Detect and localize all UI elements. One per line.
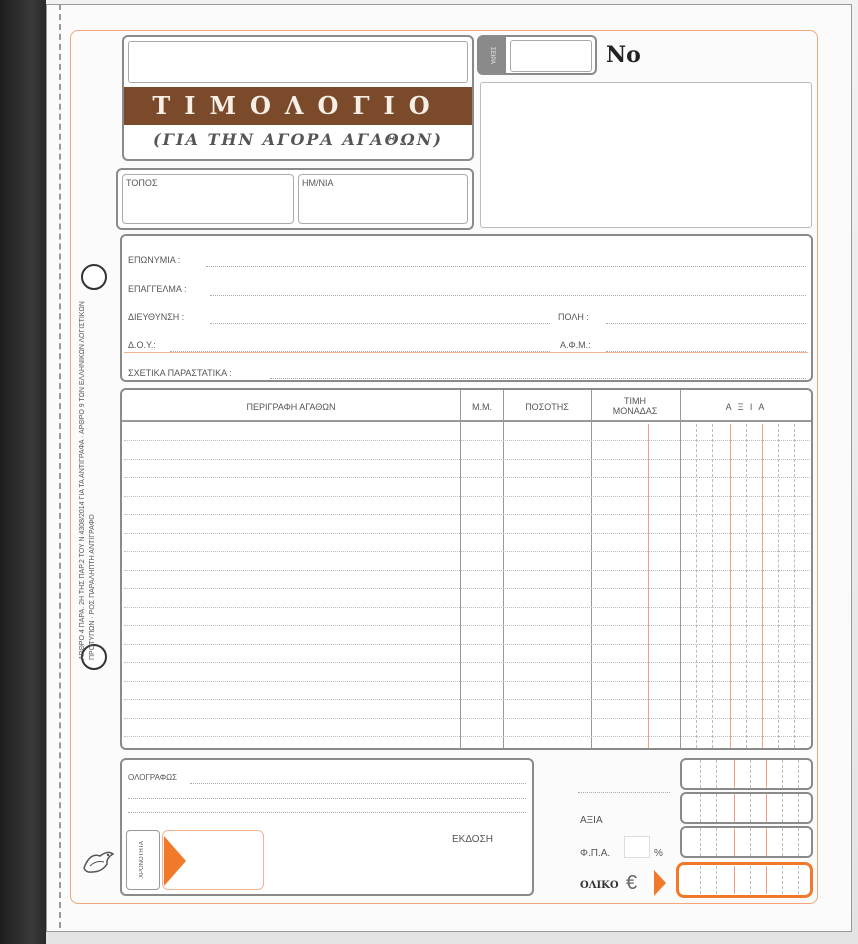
customer-divider bbox=[124, 352, 808, 353]
address-line[interactable] bbox=[210, 323, 550, 324]
total-digit-divider bbox=[750, 794, 751, 822]
table-row[interactable] bbox=[124, 514, 810, 515]
total-digit-divider bbox=[700, 828, 701, 856]
table-row[interactable] bbox=[124, 718, 810, 719]
stamp-arrow-icon bbox=[164, 836, 186, 886]
binding-spine bbox=[0, 0, 46, 944]
punch-hole-top bbox=[81, 264, 107, 290]
col-divider-4 bbox=[680, 390, 681, 748]
col-divider-1 bbox=[460, 390, 461, 748]
col-divider-3 bbox=[591, 390, 592, 748]
table-row[interactable] bbox=[124, 496, 810, 497]
in-words-line-1[interactable] bbox=[190, 783, 526, 784]
publisher-logo-icon bbox=[80, 846, 116, 876]
total-digit-divider bbox=[766, 866, 767, 894]
address-label: ΔΙΕΥΘΥΝΣΗ : bbox=[128, 312, 185, 322]
totals-top-line bbox=[578, 792, 670, 793]
tax-office-label: Δ.Ο.Υ.: bbox=[128, 340, 156, 350]
perforation-line bbox=[59, 4, 61, 928]
total-digit-divider bbox=[750, 760, 751, 788]
total-digit-divider bbox=[734, 828, 735, 856]
total-digit-divider bbox=[798, 828, 799, 856]
total-arrow-icon bbox=[654, 870, 666, 896]
total-digit-divider bbox=[700, 794, 701, 822]
table-row[interactable] bbox=[124, 607, 810, 608]
total-digit-divider bbox=[750, 866, 751, 894]
items-table bbox=[120, 388, 813, 750]
total-digit-divider bbox=[700, 866, 701, 894]
total-digit-divider bbox=[766, 794, 767, 822]
vat-total-label: Φ.Π.Α. bbox=[580, 848, 611, 859]
profession-label: ΕΠΑΓΓΕΛΜΑ : bbox=[128, 284, 187, 294]
series-tag: ΣΕΙΡΑ bbox=[489, 46, 495, 64]
customer-block bbox=[120, 234, 813, 382]
col-quantity: ΠΟΣΟΤΗΣ bbox=[525, 402, 569, 412]
total-digit-divider bbox=[750, 828, 751, 856]
table-row[interactable] bbox=[124, 551, 810, 552]
table-row[interactable] bbox=[124, 588, 810, 589]
col-unit-price: ΤΙΜΗ ΜΟΝΑΔΑΣ bbox=[612, 396, 658, 416]
place-label: ΤΟΠΟΣ bbox=[126, 178, 158, 188]
vat-percent-sign: % bbox=[654, 848, 663, 859]
total-digit-divider bbox=[798, 794, 799, 822]
currency-sign: € bbox=[626, 872, 638, 894]
total-digit-divider bbox=[716, 794, 717, 822]
total-digit-divider bbox=[734, 866, 735, 894]
total-digit-divider bbox=[782, 828, 783, 856]
number-label: No bbox=[606, 42, 641, 68]
col-divider-2 bbox=[503, 390, 504, 748]
total-digit-divider bbox=[766, 828, 767, 856]
vat-percent-field[interactable] bbox=[624, 836, 650, 858]
document-subtitle: (ΓΙΑ ΤΗΝ ΑΓΟΡΑ ΑΓΑΘΩΝ) bbox=[153, 130, 443, 149]
related-docs-label: ΣΧΕΤΙΚΑ ΠΑΡΑΣΤΑΤΙΚΑ : bbox=[128, 368, 232, 378]
related-docs-line[interactable] bbox=[270, 378, 806, 379]
total-digit-divider bbox=[716, 828, 717, 856]
value-total-label: ΑΞΙΑ bbox=[580, 815, 603, 826]
in-words-label: ΟΛΟΓΡΑΦΩΣ bbox=[128, 773, 178, 782]
total-digit-divider bbox=[782, 760, 783, 788]
city-line[interactable] bbox=[606, 323, 806, 324]
in-words-line-3[interactable] bbox=[128, 812, 526, 813]
total-digit-divider bbox=[782, 794, 783, 822]
issue-label: ΕΚΔΟΣΗ bbox=[452, 834, 493, 845]
table-row[interactable] bbox=[124, 662, 810, 663]
city-label: ΠΟΛΗ : bbox=[558, 312, 589, 322]
grand-total-box[interactable] bbox=[676, 862, 813, 898]
table-row[interactable] bbox=[124, 459, 810, 460]
name-label: ΕΠΩΝΥΜΙΑ : bbox=[128, 255, 181, 265]
side-legal-text: ΑΡΘΡΟ 4 ΠΑΡΑ. 2Η ΤΗΣ ΠΑΡ.2 ΤΟΥ Ν 4308/2014 ΓΙΑ ΤΑ ΑΝΤΙΓΡΑΦΑ · ΑΡΘΡΟ 9 ΤΩΝ ΕΛΛΗΝΙΚΩΝ ΛΟΓΙΣΤΙΚΩΝ ΠΡΟΤΥΠΩΝ · ΡΟΣ ΠΑΡΑΛΗΠΤΗ ΑΝΤΙΓΡΑΦΟ bbox=[79, 301, 96, 660]
table-row[interactable] bbox=[124, 644, 810, 645]
table-row[interactable] bbox=[124, 440, 810, 441]
table-row[interactable] bbox=[124, 570, 810, 571]
total-digit-divider bbox=[716, 760, 717, 788]
vat-number-label: Α.Φ.Μ.: bbox=[560, 340, 591, 350]
total-digit-divider bbox=[700, 760, 701, 788]
document-title: ΤΙΜΟΛΟΓΙΟ bbox=[124, 87, 472, 125]
col-description: ΠΕΡΙΓΡΑΦΗ ΑΓΑΘΩΝ bbox=[246, 402, 336, 412]
series-field[interactable] bbox=[510, 40, 592, 72]
total-digit-divider bbox=[798, 866, 799, 894]
total-digit-divider bbox=[766, 760, 767, 788]
stamp-label: ΧΡΟΝΟΤΗΤΑ bbox=[139, 841, 145, 879]
profession-line[interactable] bbox=[210, 295, 806, 296]
date-label: ΗΜ/ΝΙΑ bbox=[302, 178, 334, 188]
in-words-line-2[interactable] bbox=[128, 798, 526, 799]
col-unit: Μ.Μ. bbox=[472, 402, 492, 412]
table-row[interactable] bbox=[124, 477, 810, 478]
table-row[interactable] bbox=[124, 736, 810, 737]
name-line[interactable] bbox=[206, 266, 806, 267]
issuer-field[interactable] bbox=[128, 41, 468, 83]
issuer-details-box[interactable] bbox=[480, 82, 812, 228]
table-row[interactable] bbox=[124, 681, 810, 682]
table-row[interactable] bbox=[124, 625, 810, 626]
total-digit-divider bbox=[782, 866, 783, 894]
total-digit-divider bbox=[798, 760, 799, 788]
col-value: Α Ξ Ι Α bbox=[725, 402, 767, 412]
total-digit-divider bbox=[716, 866, 717, 894]
grand-total-label: ΟΛΙΚΟ bbox=[580, 880, 619, 891]
table-row[interactable] bbox=[124, 533, 810, 534]
table-row[interactable] bbox=[124, 699, 810, 700]
total-digit-divider bbox=[734, 760, 735, 788]
total-digit-divider bbox=[734, 794, 735, 822]
